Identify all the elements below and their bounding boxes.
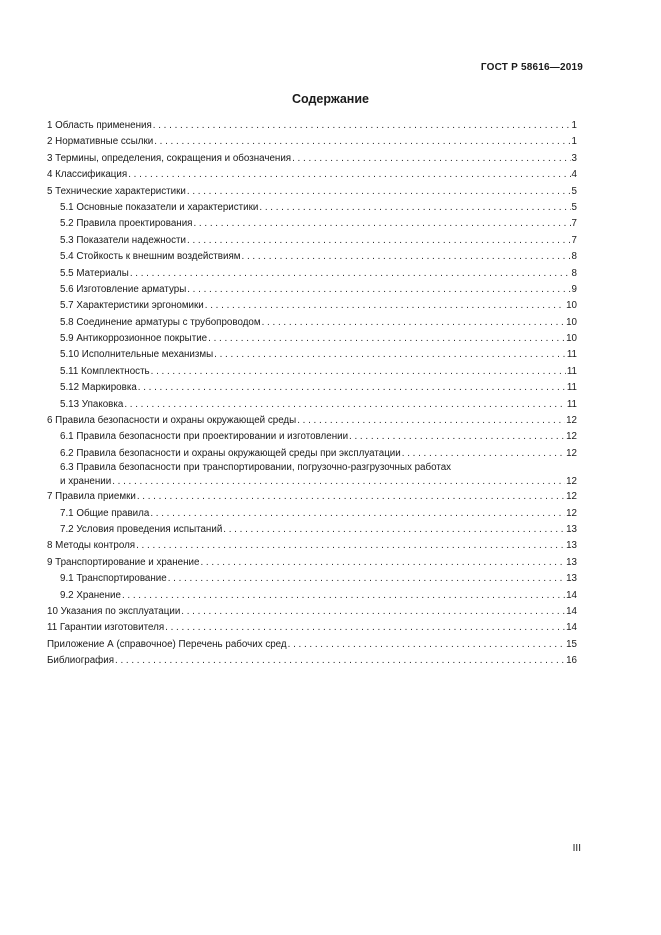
- toc-leader-dots: [223, 522, 565, 538]
- toc-leader-dots: [153, 118, 571, 134]
- toc-entry[interactable]: [47, 134, 577, 150]
- toc-entry[interactable]: [47, 216, 577, 232]
- toc-entry-page: 10: [566, 300, 577, 312]
- toc-leader-dots: [154, 134, 570, 150]
- toc-entry[interactable]: [47, 571, 577, 587]
- toc-entry-page: 12: [566, 507, 577, 519]
- toc-entry-page: 7: [571, 234, 577, 246]
- toc-entry-label: 8 Методы контроля: [47, 540, 136, 552]
- toc-entry-page: 7: [571, 218, 577, 230]
- toc-entry-page: 10: [566, 316, 577, 328]
- toc-leader-dots: [128, 167, 570, 183]
- toc-entry-page: 5: [571, 201, 577, 213]
- toc-entry-page: 11: [566, 382, 577, 394]
- toc-leader-dots: [193, 216, 570, 232]
- toc-entry-page: 12: [566, 447, 577, 459]
- toc-entry-page: 12: [566, 415, 577, 427]
- toc-entry-label: 6.2 Правила безопасности и охраны окружающей среды при эксплуатации: [60, 447, 401, 459]
- toc-entry-label: 6 Правила безопасности и охраны окружающей среды: [47, 415, 297, 427]
- page-number: III: [572, 843, 581, 854]
- toc-entry-page: 5: [571, 185, 577, 197]
- toc-entry-label: 5.4 Стойкость к внешним воздействиям: [60, 251, 241, 263]
- toc-entry-label: 5.9 Антикоррозионное покрытие: [60, 333, 208, 345]
- toc-leader-dots: [200, 555, 565, 571]
- toc-entry-label-line1: 6.3 Правила безопасности при транспортировании, погрузочно-разгрузочных работах: [60, 462, 452, 474]
- toc-entry-page: 1: [571, 136, 577, 148]
- toc-entry-label: 3 Термины, определения, сокращения и обозначения: [47, 152, 292, 164]
- toc-entry-page: 10: [566, 333, 577, 345]
- toc-entry-page: 14: [566, 605, 577, 617]
- toc-entry[interactable]: [47, 555, 577, 571]
- toc-leader-dots: [187, 184, 571, 200]
- toc-leader-dots: [402, 446, 565, 462]
- toc-entry[interactable]: [47, 315, 577, 331]
- toc-leader-dots: [297, 413, 565, 429]
- document-code: ГОСТ Р 58616—2019: [480, 62, 583, 73]
- toc-entry-page: 15: [566, 638, 577, 650]
- toc-entry-label: 5.11 Комплектность: [60, 365, 150, 377]
- toc-leader-dots: [168, 571, 565, 587]
- toc-leader-dots: [292, 151, 570, 167]
- toc-entry-page: 16: [566, 655, 577, 667]
- toc-entry[interactable]: [47, 637, 577, 653]
- toc-entry[interactable]: [47, 331, 577, 347]
- toc-entry[interactable]: [47, 653, 577, 669]
- toc-entry-label: и хранении: [60, 476, 112, 488]
- toc-entry-page: 12: [566, 491, 577, 503]
- toc-entry[interactable]: [47, 266, 577, 282]
- toc-entry[interactable]: [47, 620, 577, 636]
- toc-entry-label: 1 Область применения: [47, 120, 152, 131]
- toc-entry-label: 6.1 Правила безопасности при проектировании и изготовлении: [60, 431, 349, 443]
- toc-leader-dots: [151, 364, 566, 380]
- toc-entry-page: 3: [571, 152, 577, 164]
- toc-entry[interactable]: [47, 364, 577, 380]
- toc-entry-page: 12: [566, 476, 577, 488]
- toc-entry-page: 4: [571, 169, 577, 181]
- toc-entry-multiline[interactable]: [47, 462, 577, 489]
- toc-leader-dots: [288, 637, 565, 653]
- toc-entry[interactable]: [47, 151, 577, 167]
- toc-leader-dots: [165, 620, 565, 636]
- toc-entry-label: 7 Правила приемки: [47, 491, 136, 503]
- toc-entry[interactable]: [47, 522, 577, 538]
- toc-leader-dots: [181, 604, 565, 620]
- toc-entry[interactable]: [47, 167, 577, 183]
- toc-entry-page: 8: [571, 251, 577, 263]
- toc-leader-dots: [242, 249, 571, 265]
- toc-entry-label: 5.10 Исполнительные механизмы: [60, 349, 214, 361]
- toc-entry-page: 9: [571, 283, 577, 295]
- toc-entry[interactable]: [47, 397, 577, 413]
- toc-leader-dots: [112, 475, 565, 489]
- toc-entry-page: 13: [566, 540, 577, 552]
- toc-entry[interactable]: [47, 413, 577, 429]
- toc-entry[interactable]: [47, 538, 577, 554]
- toc-leader-dots: [208, 331, 565, 347]
- toc-leader-dots: [187, 233, 571, 249]
- toc-entry-page: 11: [566, 365, 577, 377]
- toc-entry-page: 8: [571, 267, 577, 279]
- toc-entry[interactable]: [47, 200, 577, 216]
- toc-entry-label: 5.2 Правила проектирования: [60, 218, 193, 230]
- toc-entry-label: 5.13 Упаковка: [60, 398, 124, 410]
- toc-entry-page: 14: [566, 589, 577, 601]
- toc-leader-dots: [259, 200, 570, 216]
- toc-leader-dots: [115, 653, 565, 669]
- toc-entry-label: 10 Указания по эксплуатации: [47, 605, 181, 617]
- toc-leader-dots: [150, 506, 565, 522]
- toc-leader-dots: [205, 298, 565, 314]
- toc-leader-dots: [137, 489, 565, 505]
- toc-entry-label: 5.3 Показатели надежности: [60, 234, 186, 246]
- toc-entry[interactable]: [47, 446, 577, 462]
- toc-entry-label: 5.6 Изготовление арматуры: [60, 283, 187, 295]
- toc-entry-label: 9 Транспортирование и хранение: [47, 556, 200, 568]
- toc-leader-dots: [130, 266, 571, 282]
- toc-entry[interactable]: [47, 506, 577, 522]
- toc-entry[interactable]: [47, 604, 577, 620]
- toc-entry-label: Приложение А (справочное) Перечень рабочих сред: [47, 638, 287, 650]
- toc-leader-dots: [262, 315, 565, 331]
- toc-entry[interactable]: [47, 380, 577, 396]
- toc-entry-label: 5.1 Основные показатели и характеристики: [60, 201, 259, 213]
- toc-entry-label: 5.5 Материалы: [60, 267, 129, 279]
- table-of-contents: [47, 118, 577, 670]
- toc-entry[interactable]: [47, 429, 577, 445]
- toc-entry-page: 13: [566, 556, 577, 568]
- toc-entry[interactable]: [60, 475, 577, 489]
- toc-leader-dots: [187, 282, 570, 298]
- toc-entry[interactable]: [47, 118, 577, 134]
- toc-entry-page: 1: [571, 120, 577, 131]
- toc-entry[interactable]: [47, 298, 577, 314]
- toc-leader-dots: [349, 429, 565, 445]
- toc-entry-label: 5.7 Характеристики эргономики: [60, 300, 204, 312]
- toc-entry-label: 4 Классификация: [47, 169, 128, 181]
- toc-entry[interactable]: [47, 282, 577, 298]
- toc-entry-label: 7.1 Общие правила: [60, 507, 150, 519]
- toc-entry-label: 7.2 Условия проведения испытаний: [60, 523, 223, 535]
- page-title: Содержание: [291, 92, 369, 106]
- toc-entry[interactable]: [47, 233, 577, 249]
- toc-entry-page: 12: [566, 431, 577, 443]
- toc-entry[interactable]: [47, 249, 577, 265]
- toc-entry-page: 13: [566, 573, 577, 585]
- toc-entry[interactable]: [47, 489, 577, 505]
- toc-leader-dots: [214, 347, 566, 363]
- toc-entry-label: 2 Нормативные ссылки: [47, 136, 154, 148]
- toc-leader-dots: [136, 538, 565, 554]
- toc-entry-page: 13: [566, 523, 577, 535]
- toc-entry[interactable]: [47, 588, 577, 604]
- toc-entry-label: 9.1 Транспортирование: [60, 573, 167, 585]
- toc-entry-label: Библиография: [47, 655, 115, 667]
- toc-entry-label: 11 Гарантии изготовителя: [47, 622, 165, 634]
- toc-entry-page: 11: [566, 349, 577, 361]
- toc-entry[interactable]: [47, 347, 577, 363]
- toc-entry-page: 11: [566, 398, 577, 410]
- toc-leader-dots: [122, 588, 565, 604]
- toc-entry-label: 9.2 Хранение: [60, 589, 121, 601]
- toc-leader-dots: [124, 397, 566, 413]
- toc-entry-page: 14: [566, 622, 577, 634]
- toc-entry-label: 5.8 Соединение арматуры с трубопроводом: [60, 316, 261, 328]
- toc-entry-label: 5 Технические характеристики: [47, 185, 186, 197]
- toc-entry-label: 5.12 Маркировка: [60, 382, 137, 394]
- toc-leader-dots: [138, 380, 566, 396]
- toc-entry[interactable]: [47, 184, 577, 200]
